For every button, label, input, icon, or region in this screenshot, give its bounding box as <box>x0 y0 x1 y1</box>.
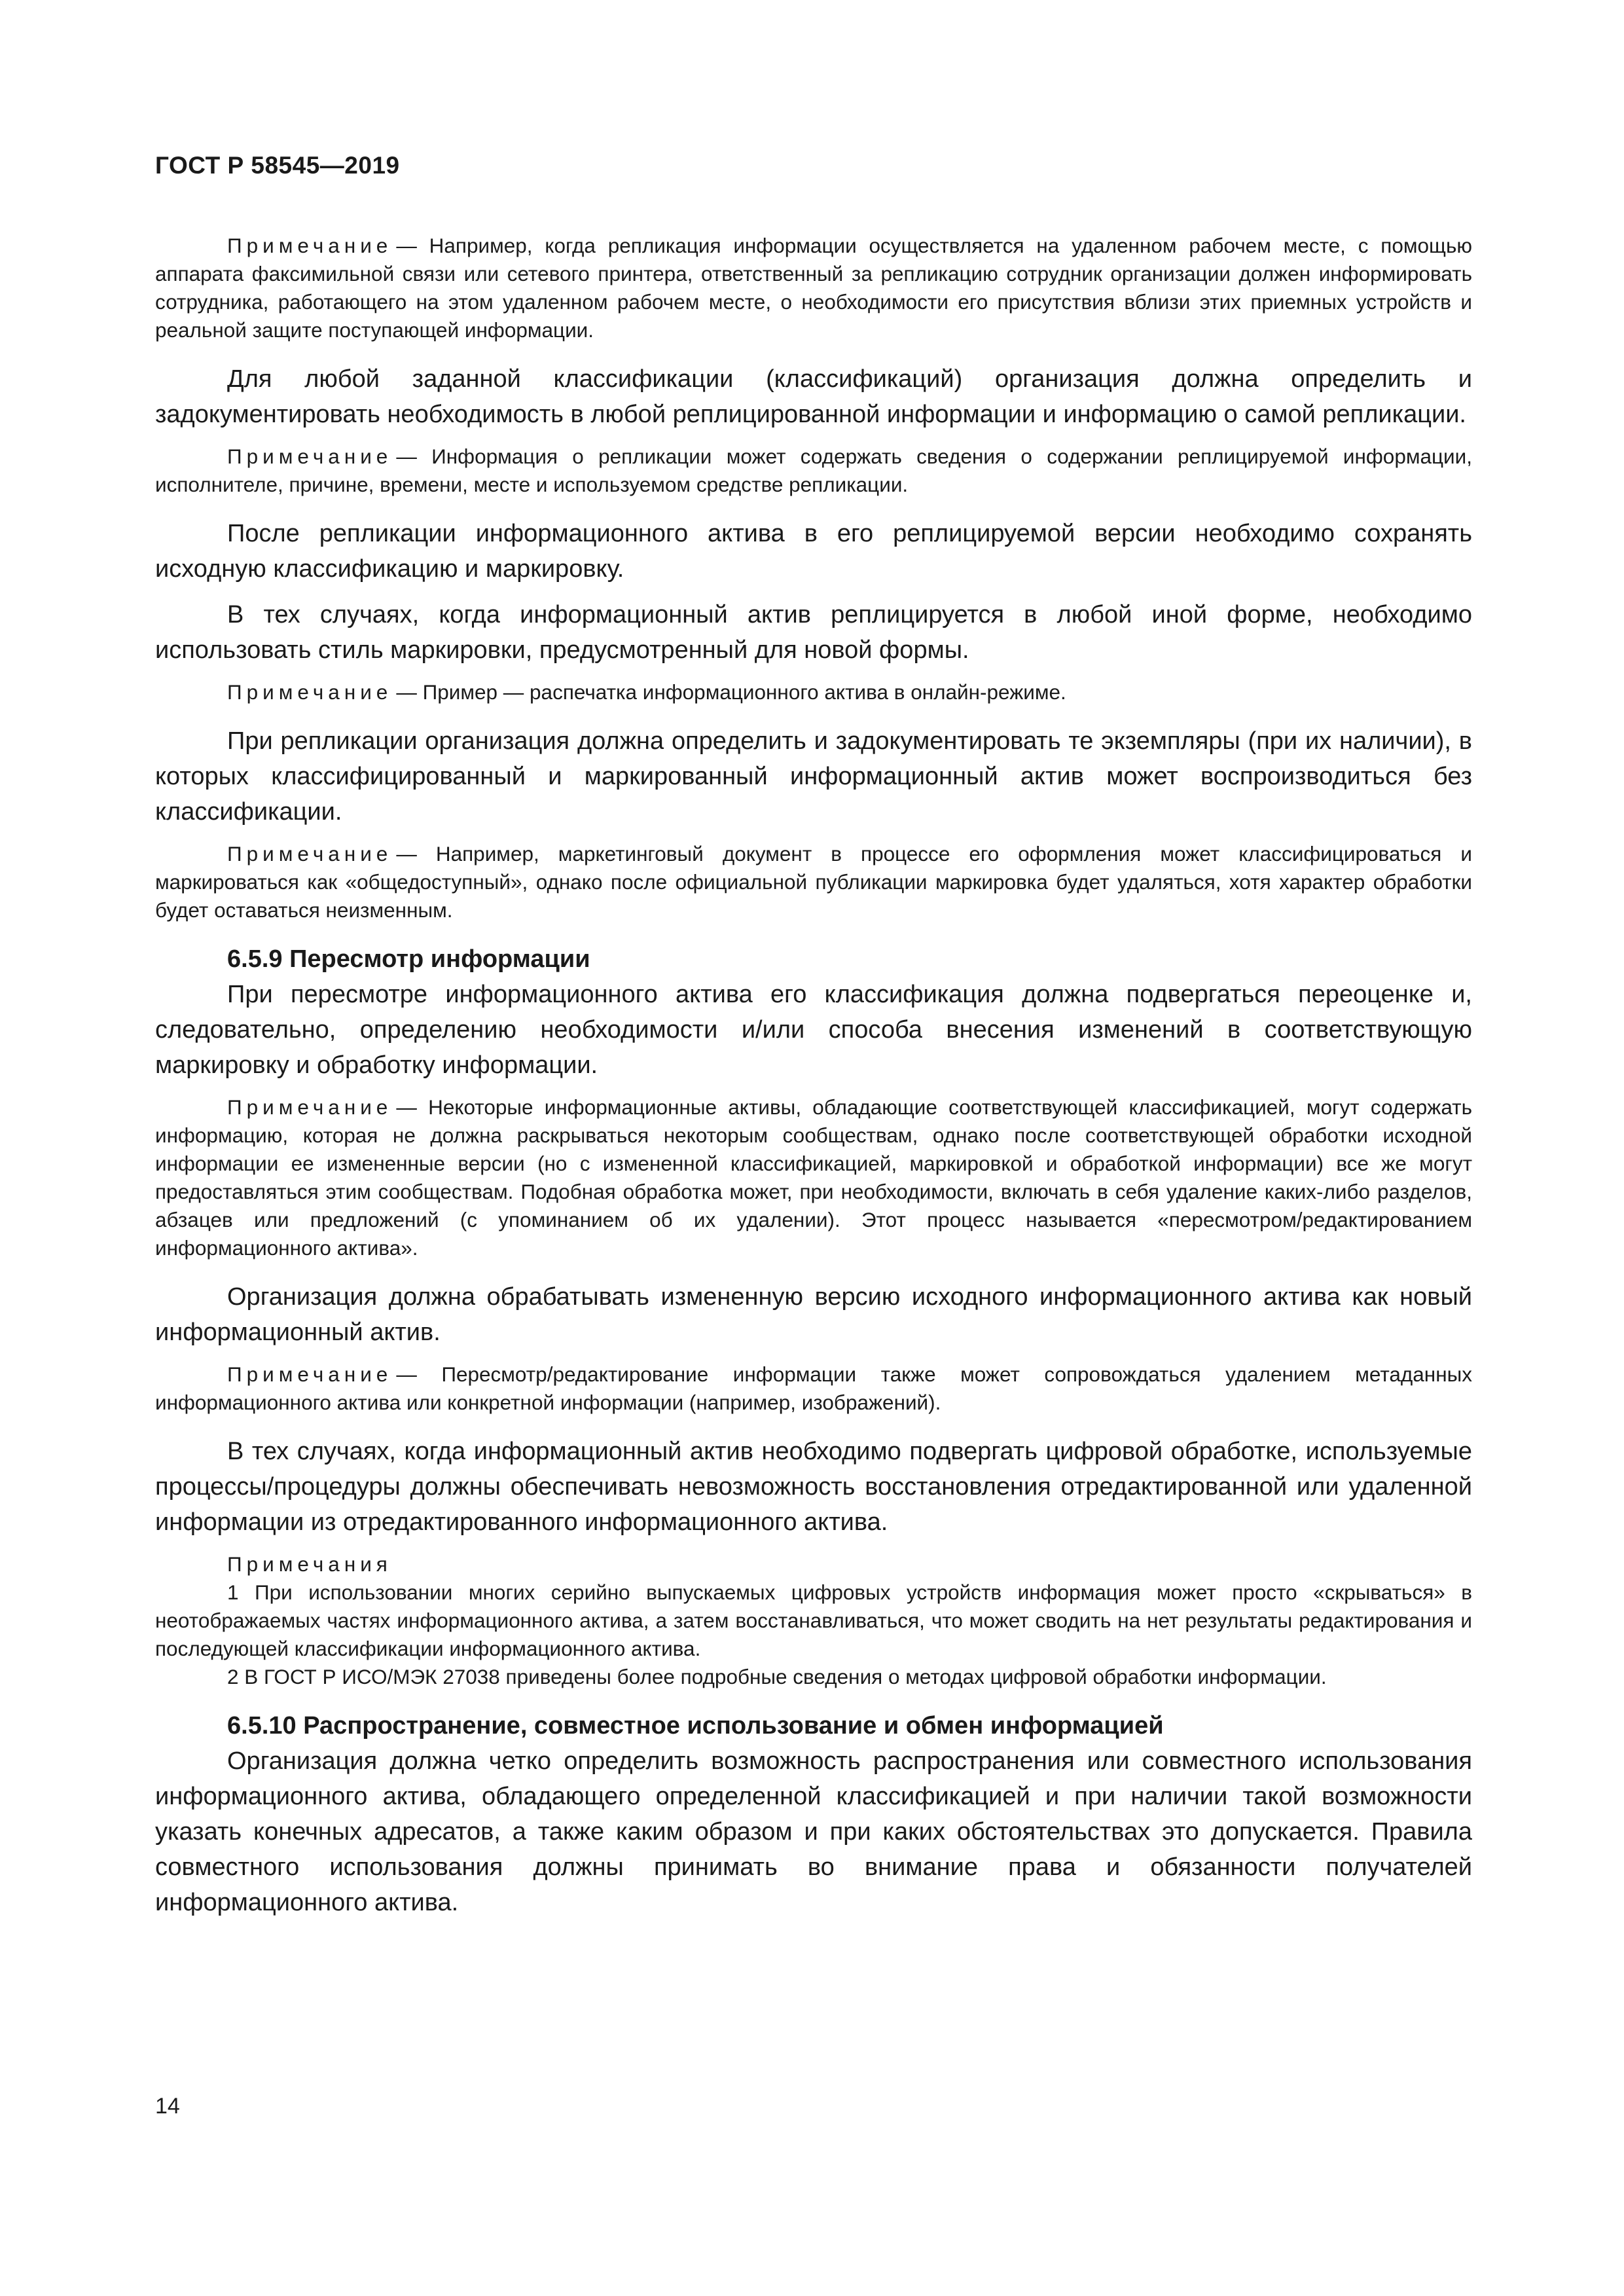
body-paragraph: После репликации информационного актива в его реплицируемой версии необходимо сохранять исходную классификацию и маркировку. <box>155 520 1472 583</box>
note-text: — Пример — распечатка информационного актива в онлайн-режиме. <box>396 680 1066 704</box>
body-paragraph: В тех случаях, когда информационный актив необходимо подвергать цифровой обработке, используемые процессы/процедуры должны обеспечивать невозможность восстановления отредактированной или удаленной информации из отредактированного информационного актива. <box>155 1438 1472 1536</box>
note-label: Примечание <box>227 445 393 468</box>
section-heading: 6.5.10 Распространение, совместное использование и обмен информацией <box>227 1712 1164 1740</box>
note-label: Примечание <box>227 234 393 257</box>
body-paragraph: Для любой заданной классификации (классификаций) организация должна определить и задокументировать необходимость в любой реплицированной информации и информацию о самой репликации. <box>155 365 1472 428</box>
note-label: Примечание <box>227 680 393 704</box>
note-label: Примечание <box>227 1095 393 1119</box>
note-paragraph <box>155 232 1472 344</box>
body-paragraph: Организация должна обрабатывать измененную версию исходного информационного актива как новый информационный актив. <box>155 1283 1472 1346</box>
note-text: — Например, маркетинговый документ в процессе его оформления может классифицироваться и маркироваться как «общедоступный», однако после официальной публикации маркировка будет удаляться, хотя характер обработки будет оставаться неизменным. <box>155 842 1472 922</box>
document-header: ГОСТ Р 58545—2019 <box>155 152 400 179</box>
note-paragraph <box>155 443 1472 499</box>
body-paragraph: При пересмотре информационного актива его классификация должна подвергаться переоценке и, следовательно, определению необходимости и/или способа внесения изменений в соответствующую маркировку и обработку информации. <box>155 981 1472 1079</box>
note-text: — Например, когда репликация информации осуществляется на удаленном рабочем месте, с помощью аппарата факсимильной связи или сетевого принтера, ответственный за репликацию сотрудник организации должен информировать сотрудника, работающего на этом удаленном рабочем месте, о необходимости его присутствия вблизи этих приемных устройств и реальной защите поступающей информации. <box>155 234 1472 342</box>
document-page <box>155 118 1472 1931</box>
body-paragraph: Организация должна четко определить возможность распространения или совместного использования информационного актива, обладающего определенной классификацией и при наличии такой возможности указать конечных адресатов, а также каким образом и при каких обстоятельствах это допускается. Правила совместного использования должны принимать во внимание права и обязанности получателей информационного актива. <box>155 1747 1472 1916</box>
page-number: 14 <box>155 2094 180 2119</box>
note-paragraph <box>155 678 1472 706</box>
note-paragraph <box>155 1093 1472 1262</box>
section-heading: 6.5.9 Пересмотр информации <box>227 945 590 973</box>
note-text: — Некоторые информационные активы, обладающие соответствующей классификацией, могут содержать информацию, которая не должна раскрываться некоторым сообществам, однако после соответствующей обработки исходной информации ее измененные версии (но с измененной классификацией, маркировкой и обработкой информации) все же могут предоставляться этим сообществам. Подобная обработка может, при необходимости, включать в себя удаление каких-либо разделов, абзацев или предложений (с упоминанием об их удалении). Этот процесс называется «пересмотром/редактированием информационного актива». <box>155 1095 1472 1260</box>
note-paragraph <box>155 1360 1472 1417</box>
note-paragraph <box>155 840 1472 924</box>
numbered-note: 1 При использовании многих серийно выпускаемых цифровых устройств информация может просто «скрываться» в неотображаемых частях информационного актива, а затем восстанавливаться, что может сводить на нет результаты редактирования и последующей классификации информационного актива. <box>155 1580 1472 1660</box>
notes-heading: Примечания <box>227 1552 392 1576</box>
note-label: Примечание <box>227 1362 393 1386</box>
note-text: — Информация о репликации может содержать сведения о содержании реплицируемой информации, исполнителе, причине, времени, месте и используемом средстве репликации. <box>155 445 1472 496</box>
body-paragraph: В тех случаях, когда информационный актив реплицируется в любой иной форме, необходимо использовать стиль маркировки, предусмотренный для новой формы. <box>155 601 1472 664</box>
note-label: Примечание <box>227 842 393 866</box>
note-text: — Пересмотр/редактирование информации также может сопровождаться удалением метаданных информационного актива или конкретной информации (например, изображений). <box>155 1362 1472 1414</box>
numbered-note: 2 В ГОСТ Р ИСО/МЭК 27038 приведены более подробные сведения о методах цифровой обработки информации. <box>227 1665 1327 1688</box>
body-paragraph: При репликации организация должна определить и задокументировать те экземпляры (при их наличии), в которых классифицированный и маркированный информационный актив может воспроизводиться без классификации. <box>155 727 1472 826</box>
